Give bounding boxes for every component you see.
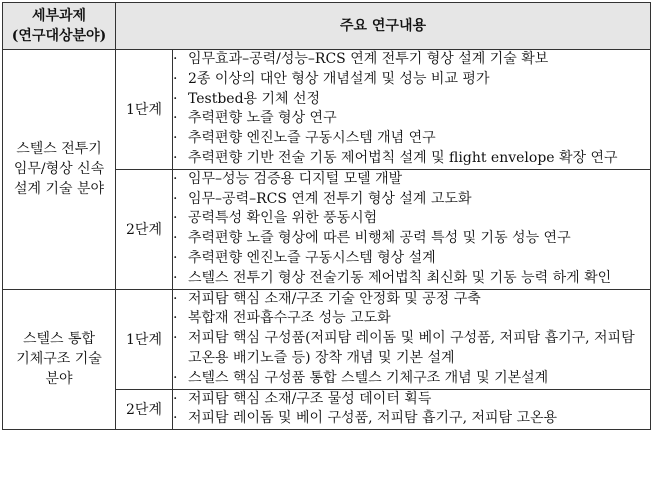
list-item [173,290,650,310]
bullet-icon: · [173,210,178,227]
content-list [173,50,650,169]
list-item [173,209,650,229]
list-item-text: 추력편향 기반 전술 기동 제어법칙 설계 및 flight envelope 확장 연구 [188,149,618,166]
table-row [3,50,651,170]
bullet-icon: · [173,51,178,67]
bullet-icon: · [173,290,178,307]
header-topic-line-2: (연구대상분야) [11,28,107,44]
bullet-icon: · [173,90,178,107]
header-content-label: 주요 연구내용 [339,18,427,34]
bullet-icon: · [173,410,178,427]
bullet-icon: · [173,170,178,187]
list-item-text: 복합재 전파흡수구조 성능 고도화 [188,310,391,327]
list-item-text: 저피탐 레이돔 및 베이 구성품, 저피탐 흡기구, 저피탐 고온용 [188,410,558,427]
list-item-text: 저피탐 핵심 구성품(저피탐 레이돔 및 베이 구성품, 저피탐 흡기구, 저피탐 고온용 배기노즐 등) 장착 개념 및 기본 설계 [188,330,635,366]
list-item-text: 추력편향 노즐 형상 연구 [188,110,337,127]
stage-cell: 2단계 [116,169,173,289]
content-list [173,170,650,289]
bullet-icon: · [173,149,178,166]
header-content-cell [116,3,651,50]
list-item [173,70,650,90]
list-item-text: 스텔스 핵심 구성품 통합 스텔스 기체구조 개념 및 기본설계 [188,369,549,386]
bullet-icon: · [173,70,178,87]
list-item-text: 저피탐 핵심 소재/구조 물성 데이터 획득 [188,390,432,407]
research-content-table [2,2,651,430]
topic-line: 스텔스 전투기 [16,141,102,158]
list-item [173,229,650,249]
list-item [173,149,650,169]
stage-cell: 1단계 [116,50,173,170]
list-item [173,249,650,269]
list-item-text: Testbed용 기체 선정 [188,90,321,107]
bullet-icon: · [173,390,178,407]
list-item [173,309,650,329]
list-item-text: 추력편향 엔진노즐 구동시스템 개념 연구 [188,130,436,147]
list-item-text: 공력특성 확인을 위한 풍동시험 [188,210,378,227]
list-item [173,329,650,369]
list-item [173,90,650,110]
list-item-text: 추력편향 노즐 형상에 따른 비행체 공력 특성 및 기동 성능 연구 [188,230,571,247]
bullet-icon: · [173,269,178,286]
stage-cell: 1단계 [116,289,173,389]
list-item [173,269,650,289]
bullet-icon: · [173,310,178,327]
content-cell [173,169,651,289]
table-header-row [3,3,651,50]
bullet-icon: · [173,190,178,207]
bullet-icon: · [173,249,178,266]
bullet-icon: · [173,230,178,247]
header-topic-line-1: 세부과제 [31,8,87,24]
list-item-text: 2종 이상의 대안 형상 개념설계 및 성능 비교 평가 [188,70,490,87]
topic-line: 설계 기술 분야 [13,181,105,198]
list-item-text: 추력편향 엔진노즐 구동시스템 형상 설계 [188,249,436,266]
list-item [173,109,650,129]
research-content-table-container [2,2,650,430]
list-item [173,170,650,190]
topic-line: 기체구조 기술 [16,351,102,368]
topic-line: 임무/형상 신속 [13,161,105,178]
topic-cell-stealth-airframe [3,289,116,430]
list-item [173,369,650,389]
list-item [173,129,650,149]
list-item-text: 스텔스 전투기 형상 전술기동 제어법칙 최신화 및 기동 능력 하게 확인 [188,269,612,286]
content-cell [173,50,651,170]
list-item-text: 임무–성능 검증용 디지털 모델 개발 [188,170,403,187]
topic-line: 스텔스 통합 [22,331,96,348]
table-row [3,289,651,389]
bullet-icon: · [173,330,178,347]
list-item [173,390,650,410]
list-item [173,50,650,70]
list-item-text: 임무–공력–RCS 연계 전투기 형상 설계 고도화 [188,190,472,207]
list-item [173,409,650,429]
list-item [173,190,650,210]
bullet-icon: · [173,130,178,147]
content-list [173,290,650,389]
bullet-icon: · [173,110,178,127]
topic-line: 분야 [45,371,73,388]
stage-cell: 2단계 [116,389,173,430]
list-item-text: 저피탐 핵심 소재/구조 기술 안정화 및 공정 구축 [188,290,481,307]
content-cell [173,289,651,389]
content-list [173,390,650,430]
header-topic-cell [3,3,116,50]
topic-cell-stealth-fighter [3,50,116,290]
list-item-text: 임무효과–공력/성능–RCS 연계 전투기 형상 설계 기술 확보 [188,51,549,67]
content-cell [173,389,651,430]
bullet-icon: · [173,369,178,386]
